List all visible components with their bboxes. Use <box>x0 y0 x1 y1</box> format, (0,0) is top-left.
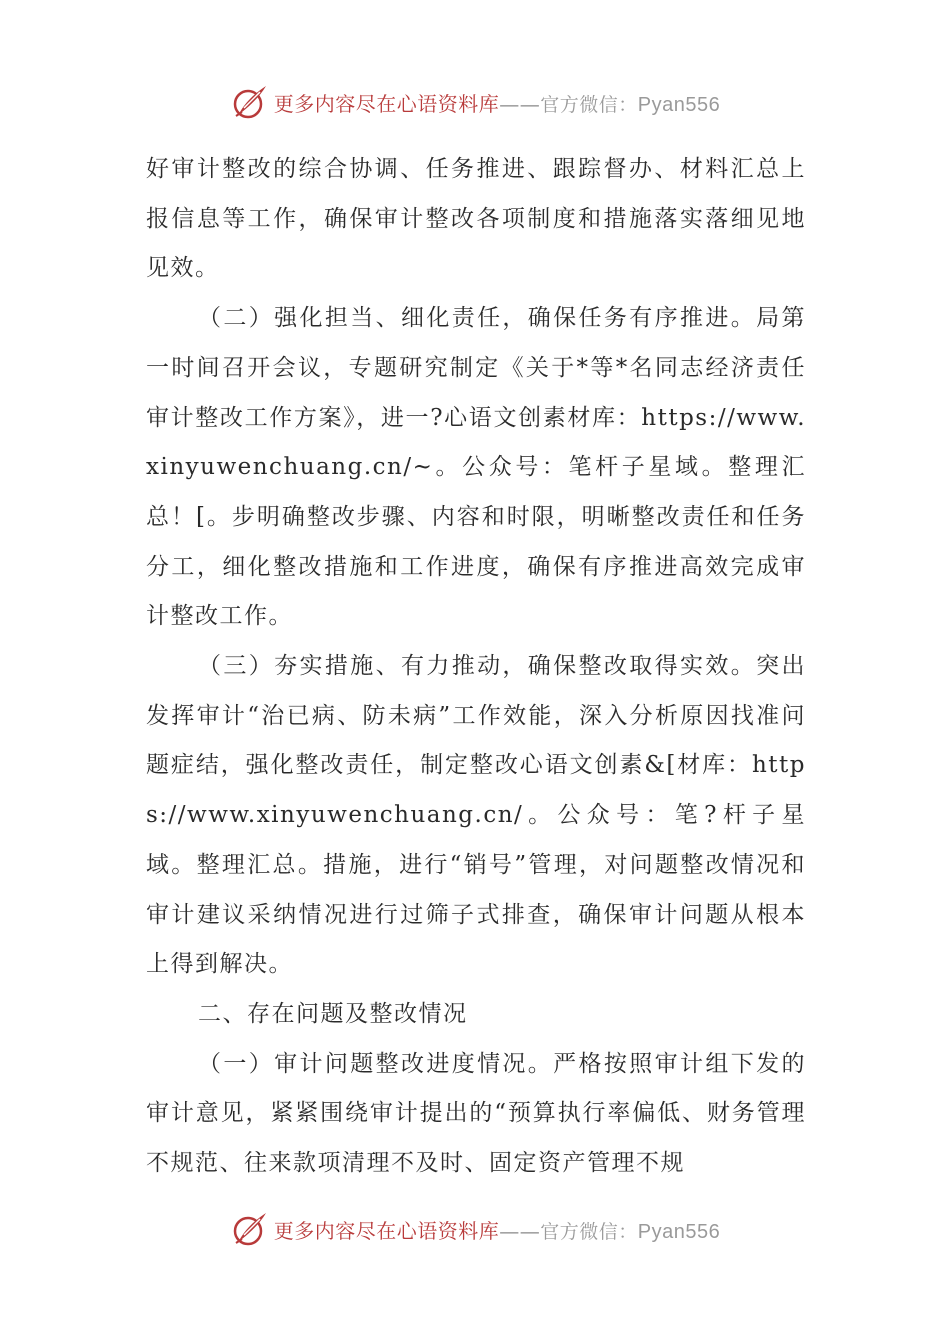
paragraph-3: （三）夯实措施、有力推动，确保整改取得实效。突出发挥审计“治已病、防未病”工作效能，深入分析原因找准问题症结，强化整改责任，制定整改心语文创素&[材库：https://www.xinyuwenchuang.cn/。公众号：笔?杆子星域。整理汇总。措施，进行“销号”管理，对问题整改情况和审计建议采纳情况进行过筛子式排查，确保审计问题从根本上得到解决。 <box>146 653 806 978</box>
banner-brand: 更多内容尽在心语资料库 <box>273 1218 500 1243</box>
banner-wechat-id: Pyan556 <box>637 1220 721 1243</box>
banner-wechat-id: Pyan556 <box>637 93 721 116</box>
banner-dash: —— <box>499 91 541 116</box>
footer-banner <box>0 1207 950 1251</box>
banner-wechat-label: 官方微信： <box>540 93 638 116</box>
paragraph-4: （一）审计问题整改进度情况。严格按照审计组下发的审计意见，紧紧围绕审计提出的“预算执行率偏低、财务管理不规范、往来款项清理不及时、固定资产管理不规 <box>146 1050 806 1177</box>
quill-logo-icon <box>230 82 270 122</box>
paragraph-2: （二）强化担当、细化责任，确保任务有序推进。局第一时间召开会议，专题研究制定《关于*等*名同志经济责任审计整改工作方案》，进一?心语文创素材库：https://www.xinyuwenchuang.cn/~。公众号：笔杆子星域。整理汇总！[。步明确整改步骤、内容和时限，明晰整改责任和任务分工，细化整改措施和工作进度，确保有序推进高效完成审计整改工作。 <box>146 305 806 630</box>
banner-dash: —— <box>499 1218 541 1243</box>
banner-text <box>274 1215 720 1244</box>
banner-text <box>274 88 720 117</box>
banner-wechat-label: 官方微信： <box>540 1220 638 1243</box>
document-body <box>146 145 806 1189</box>
quill-logo-icon <box>230 1209 270 1249</box>
paragraph-1: 好审计整改的综合协调、任务推进、跟踪督办、材料汇总上报信息等工作，确保审计整改各项制度和措施落实落细见地见效。 <box>146 156 806 282</box>
banner-brand: 更多内容尽在心语资料库 <box>273 91 500 116</box>
header-banner <box>0 80 950 124</box>
section-heading: 二、存在问题及整改情况 <box>198 1000 468 1027</box>
